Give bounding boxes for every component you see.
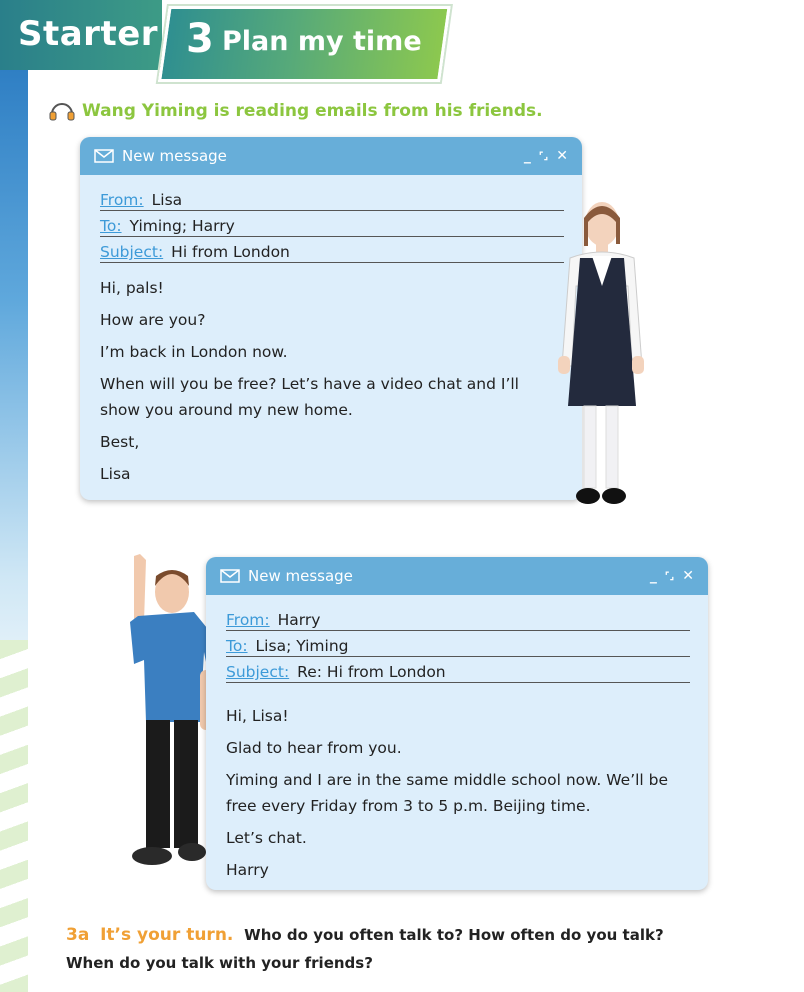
exercise-question: Who do you often talk to? How often do you talk? When do you talk with your friends? — [66, 926, 664, 972]
side-stripes — [0, 640, 28, 992]
to-field — [100, 215, 564, 237]
message-line: Harry — [226, 861, 269, 879]
to-label: To: — [226, 637, 248, 655]
message-line: Yiming and I are in the same middle school now. We’ll be free every Friday from 3 to 5 p.m. Beijing time. — [226, 771, 669, 815]
email-window-harry — [206, 557, 708, 890]
from-field — [100, 189, 564, 211]
message-line: How are you? — [100, 311, 206, 329]
email-title-bar — [80, 137, 582, 175]
exercise-3a — [66, 921, 716, 977]
subject-value: Re: Hi from London — [297, 663, 446, 681]
message-line: Hi, Lisa! — [226, 707, 289, 725]
exercise-number: 3a — [66, 925, 90, 945]
message-line: Hi, pals! — [100, 279, 164, 297]
expand-icon[interactable]: ⌜⌟ — [664, 570, 675, 582]
minimize-icon[interactable]: _ — [523, 148, 531, 164]
close-icon[interactable]: ✕ — [682, 568, 694, 584]
headphones-icon — [48, 100, 76, 122]
section-label: Starter — [18, 14, 159, 54]
email-title-bar — [206, 557, 708, 595]
email-body — [206, 595, 708, 890]
message-line: When will you be free? Let’s have a video chat and I’ll show you around my new home. — [100, 375, 519, 419]
intro-line — [48, 100, 543, 122]
message-line: Lisa — [100, 465, 131, 483]
mail-icon — [94, 149, 114, 163]
to-label: To: — [100, 217, 122, 235]
message-line: Glad to hear from you. — [226, 739, 402, 757]
intro-text: Wang Yiming is reading emails from his friends. — [82, 101, 543, 121]
minimize-icon[interactable]: _ — [649, 568, 657, 584]
subject-value: Hi from London — [171, 243, 290, 261]
message-line: I’m back in London now. — [100, 343, 288, 361]
unit-title: Plan my time — [222, 26, 422, 57]
exercise-heading: It’s your turn. — [100, 925, 234, 945]
lisa-illustration — [552, 196, 648, 512]
subject-label: Subject: — [100, 243, 164, 261]
message-line: Best, — [100, 433, 140, 451]
subject-field — [226, 661, 690, 683]
from-label: From: — [226, 611, 270, 629]
from-field — [226, 609, 690, 631]
from-label: From: — [100, 191, 144, 209]
email-body — [80, 175, 582, 497]
message-line: Let’s chat. — [226, 829, 307, 847]
expand-icon[interactable]: ⌜⌟ — [538, 150, 549, 162]
email-title: New message — [122, 147, 227, 165]
to-field — [226, 635, 690, 657]
mail-icon — [220, 569, 240, 583]
subject-label: Subject: — [226, 663, 290, 681]
to-value: Lisa; Yiming — [255, 637, 349, 655]
from-value: Lisa — [151, 191, 183, 209]
from-value: Harry — [277, 611, 321, 629]
unit-number: 3 — [186, 16, 214, 62]
to-value: Yiming; Harry — [129, 217, 235, 235]
email-window-lisa — [80, 137, 582, 500]
subject-field — [100, 241, 564, 263]
close-icon[interactable]: ✕ — [556, 148, 568, 164]
email-title: New message — [248, 567, 353, 585]
